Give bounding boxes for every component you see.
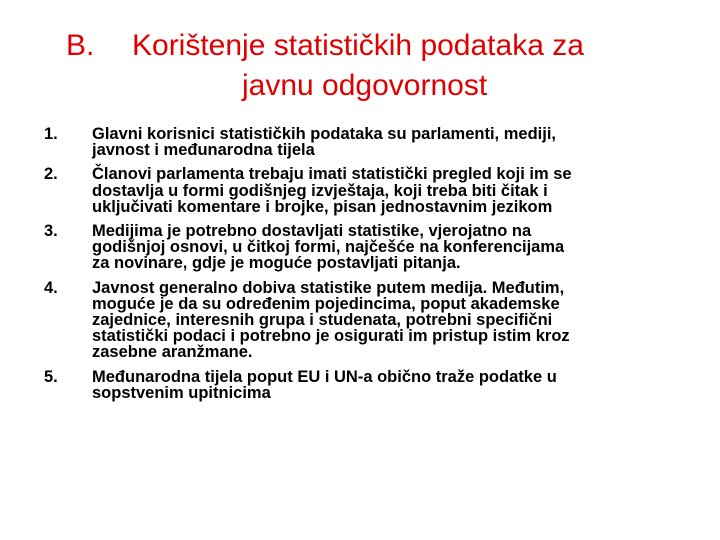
item-number: 4. [44, 278, 58, 297]
list-item [44, 166, 704, 215]
item-number: 5. [44, 367, 58, 386]
item-text [92, 369, 704, 401]
item-line: Medijima je potrebno dostavljati statistike, vjerojatno na [92, 222, 532, 241]
section-letter: B. [66, 29, 95, 62]
item-line: Javnost generalno dobiva statistike putem medija. Međutim, [92, 278, 565, 297]
item-line: statistički podaci i potrebno je osigurati im pristup istim kroz [92, 327, 570, 346]
list-item [44, 280, 704, 361]
item-line: zajednice, interesnih grupa i studenata, potrebni specifični [92, 311, 553, 330]
list-item [44, 369, 704, 401]
item-text [92, 280, 704, 361]
item-line: dostavlja u formi godišnjeg izvještaja, koji treba biti čitak i [92, 181, 548, 200]
title-row-1 [60, 26, 700, 66]
item-line: sopstvenim upitnicima [92, 383, 271, 402]
slide-title [60, 26, 700, 106]
title-line-1: Korištenje statističkih podataka za [132, 29, 584, 62]
item-line: uključivati komentare i brojke, pisan jednostavnim jezikom [92, 197, 553, 216]
item-line: Međunarodna tijela poput EU i UN-a obično traže podatke u [92, 367, 557, 386]
item-line: godišnjoj osnovi, u čitkoj formi, najčešće na konferencijama [92, 238, 565, 257]
item-line: Glavni korisnici statističkih podataka su parlamenti, mediji, [92, 125, 556, 143]
item-line: Članovi parlamenta trebaju imati statistički pregled koji im se [92, 165, 572, 184]
title-line-2: javnu odgovornost [242, 69, 488, 102]
item-text [92, 126, 704, 158]
list-item [44, 126, 704, 158]
item-line: javnost i međunarodna tijela [92, 141, 315, 160]
list-item [44, 223, 704, 272]
item-line: zasebne aranžmane. [92, 343, 253, 362]
item-text [92, 223, 704, 272]
item-number: 1. [44, 125, 58, 143]
item-line: za novinare, gdje je moguće postavljati pitanja. [92, 254, 461, 273]
item-number: 3. [44, 222, 58, 241]
item-number: 2. [44, 165, 58, 184]
item-line: moguće je da su određenim pojedincima, poput akademske [92, 294, 560, 313]
item-text [92, 166, 704, 215]
numbered-list [44, 126, 704, 409]
